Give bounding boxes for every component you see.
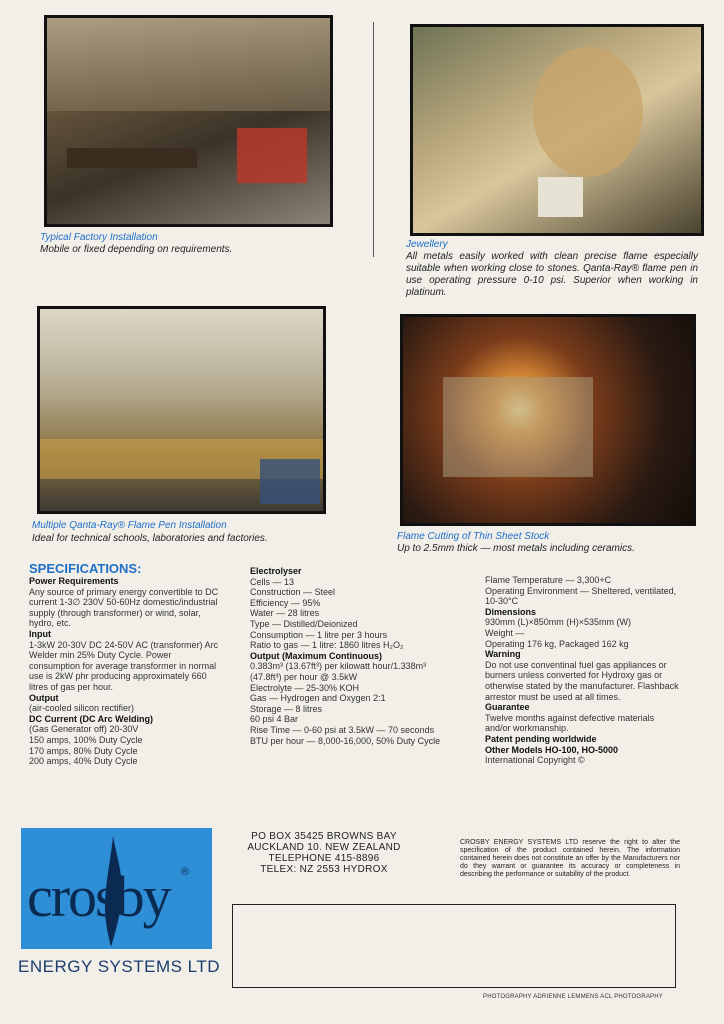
- jewellery-photo: [410, 24, 704, 236]
- spec-col1-line: Input: [29, 628, 51, 639]
- spec-col2-line: Type — Distilled/Deionized: [250, 618, 358, 629]
- brand-name: crosby: [27, 864, 170, 929]
- spec-col2-line: Ratio to gas — 1 litre: 1860 litres H₂O₂: [250, 640, 404, 651]
- spec-col1-line: 170 amps, 80% Duty Cycle: [29, 745, 138, 756]
- jewellery-caption-title: Jewellery: [406, 239, 448, 250]
- spec-col1-line: 150 amps, 100% Duty Cycle: [29, 734, 143, 745]
- spec-col3-line: Operating Environment — Sheltered, ventilated, 10-30°C: [485, 585, 677, 607]
- spec-col1-line: Any source of primary energy convertible to DC current 1-3∅ 230V 50-60Hz domestic/industrial supply (through transformer) or wind, solar, hydro, etc.: [29, 586, 219, 629]
- specs-column-1: [29, 562, 224, 767]
- spec-col2-line: Efficiency — 95%: [250, 597, 321, 608]
- spec-col3-line: Patent pending worldwide: [485, 733, 597, 744]
- spec-col2-line: Gas — Hydrogen and Oxygen 2:1: [250, 693, 386, 704]
- address-line-2: AUCKLAND 10. NEW ZEALAND: [247, 842, 401, 853]
- spec-col1-line: Power Requirements: [29, 576, 119, 586]
- factory-caption-title: Typical Factory Installation: [40, 232, 158, 243]
- spec-col3-line: Other Models HO-100, HO-5000: [485, 744, 619, 755]
- spec-col1-line: 200 amps, 40% Duty Cycle: [29, 756, 138, 767]
- disclaimer-text: CROSBY ENERGY SYSTEMS LTD reserve the right to alter the specification of the product contained herein. The information contained herein does not constitute an offer by the Manufacturers nor do they warrant or guarantee its accuracy or completeness in describing the performance or suitability of the product.: [460, 839, 680, 878]
- spec-col1-line: DC Current (DC Arc Welding): [29, 713, 154, 724]
- spec-col2-line: Storage — 8 litres: [250, 703, 323, 714]
- spec-col3-line: Guarantee: [485, 702, 530, 713]
- spec-col1-line: 1-3kW 20-30V DC 24-50V AC (transformer) Arc Welder min 25% Duty Cycle. Power consumption for average transformer in normal use is 2kW phr producing approximately 660 litres of gas per hour.: [29, 639, 219, 692]
- cutting-caption-title: Flame Cutting of Thin Sheet Stock: [397, 531, 550, 542]
- contact-address: [238, 831, 410, 875]
- factory-photo: [44, 15, 333, 227]
- spec-col3-line: Operating 176 kg, Packaged 162 kg: [485, 638, 629, 649]
- schools-caption-text: Ideal for technical schools, laboratories and factories.: [32, 533, 268, 544]
- spec-col3-line: Do not use conventinal fuel gas appliances or burners unless converted for Hydroxy gas or otherwise stated by the manufacturer. Flashback arrestor must be used at all times.: [485, 659, 679, 702]
- specs-column-3: [485, 575, 681, 766]
- schools-photo: [37, 306, 326, 514]
- spec-col2-line: Consumption — 1 litre per 3 hours: [250, 629, 388, 640]
- spec-col2-line: Water — 28 litres: [250, 608, 320, 619]
- address-line-3: TELEPHONE 415-8896: [268, 853, 380, 864]
- spec-col3-line: Dimensions: [485, 606, 537, 617]
- spec-col3-line: Twelve months against defective materials and/or workmanship.: [485, 712, 655, 734]
- address-line-1: PO BOX 35425 BROWNS BAY: [251, 831, 397, 842]
- factory-caption-text: Mobile or fixed depending on requirements.: [40, 244, 233, 255]
- jewellery-caption-text: All metals easily worked with clean precise flame especially suitable when working close to stones. Qanta-Ray® flame pen in use operating pressure 0-10 psi. Superior when working in platinum.: [406, 251, 698, 298]
- spec-col2-line: Cells — 13: [250, 576, 295, 587]
- address-line-4: TELEX: NZ 2553 HYDROX: [260, 864, 388, 875]
- spec-col2-line: Output (Maximum Continuous): [250, 650, 382, 661]
- spec-col2-line: BTU per hour — 8,000-16,000, 50% Duty Cycle: [250, 735, 441, 746]
- spec-col3-line: Weight —: [485, 627, 525, 638]
- spec-col3-line: International Copyright ©: [485, 755, 585, 766]
- photo-credit: PHOTOGRAPHY ADRIENNE LEMMENS ACL PHOTOGRAPHY: [483, 994, 663, 1000]
- column-divider: [373, 22, 374, 257]
- spec-col1-line: (Gas Generator off) 20-30V: [29, 724, 139, 735]
- spec-col3-line: 930mm (L)×850mm (H)×535mm (W): [485, 617, 632, 628]
- brand-subtitle: ENERGY SYSTEMS LTD: [18, 957, 221, 976]
- dealer-stamp-box: [232, 904, 676, 988]
- crosby-logo: [21, 828, 212, 949]
- spec-col3-line: Flame Temperature — 3,300+C: [485, 575, 612, 585]
- registered-mark: ®: [181, 866, 190, 878]
- spec-col2-line: Construction — Steel: [250, 587, 336, 598]
- specs-column-2: [250, 566, 448, 746]
- spec-col2-line: 60 psi 4 Bar: [250, 714, 299, 725]
- schools-caption-title: Multiple Qanta-Ray® Flame Pen Installation: [32, 520, 227, 531]
- spec-col2-line: Electrolyser: [250, 566, 302, 576]
- spec-col2-line: Rise Time — 0-60 psi at 3.5kW — 70 seconds: [250, 724, 435, 735]
- spec-col1-line: (air-cooled silicon rectifier): [29, 703, 135, 714]
- cutting-caption-text: Up to 2.5mm thick — most metals including ceramics.: [397, 543, 635, 554]
- spec-col3-line: Warning: [485, 649, 521, 660]
- spec-col2-line: Electrolyte — 25-30% KOH: [250, 682, 360, 693]
- cutting-photo: [400, 314, 696, 526]
- specs-heading: SPECIFICATIONS:: [29, 561, 142, 576]
- spec-col2-line: 0.383m³ (13.67ft³) per kilowatt hour/1.338m³ (47.8ft³) per hour @ 3.5kW: [250, 661, 427, 682]
- spec-col1-line: Output: [29, 692, 59, 703]
